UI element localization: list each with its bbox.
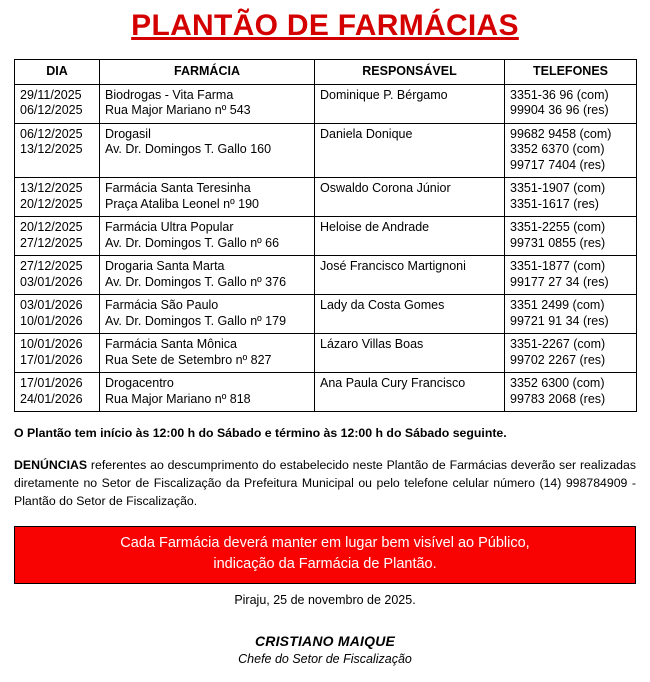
cell-dia: 10/01/2026 17/01/2026 [15,334,100,373]
cell-telefones: 99682 9458 (com) 3352 6370 (com) 99717 7404 (res) [505,123,637,178]
column-header-responsavel: RESPONSÁVEL [315,60,505,85]
table-row [15,123,637,178]
cell-dia: 17/01/2026 24/01/2026 [15,373,100,412]
cell-dia: 29/11/2025 06/12/2025 [15,84,100,123]
cell-dia: 03/01/2026 10/01/2026 [15,295,100,334]
column-header-farmacia: FARMÁCIA [100,60,315,85]
cell-telefones: 3351-2267 (com) 99702 2267 (res) [505,334,637,373]
column-header-telefones: TELEFONES [505,60,637,85]
cell-telefones: 3351-36 96 (com) 99904 36 96 (res) [505,84,637,123]
cell-farmacia: Farmácia Santa Mônica Rua Sete de Setembro nº 827 [100,334,315,373]
complaints-lead: DENÚNCIAS [14,458,88,472]
cell-dia: 20/12/2025 27/12/2025 [15,217,100,256]
table-row [15,334,637,373]
cell-responsavel: Oswaldo Corona Júnior [315,178,505,217]
table-header-row [15,60,637,85]
cell-dia: 13/12/2025 20/12/2025 [15,178,100,217]
pharmacy-schedule-table [14,59,637,412]
table-row [15,373,637,412]
table-row [15,256,637,295]
cell-responsavel: Lázaro Villas Boas [315,334,505,373]
signature-name: CRISTIANO MAIQUE [254,633,396,649]
cell-responsavel: Lady da Costa Gomes [315,295,505,334]
cell-dia: 06/12/2025 13/12/2025 [15,123,100,178]
complaints-paragraph [14,456,636,510]
visibility-banner [14,526,636,584]
shift-hours-note: O Plantão tem início às 12:00 h do Sábado e término às 12:00 h do Sábado seguinte. [14,426,507,440]
cell-telefones: 3351-1907 (com) 3351-1617 (res) [505,178,637,217]
cell-telefones: 3351-1877 (com) 99177 27 34 (res) [505,256,637,295]
column-header-dia: DIA [15,60,100,85]
cell-responsavel: Daniela Donique [315,123,505,178]
banner-line-1: Cada Farmácia deverá manter em lugar bem visível ao Público, [120,535,530,551]
cell-responsavel: Dominique P. Bérgamo [315,84,505,123]
page-title: PLANTÃO DE FARMÁCIAS [131,9,519,42]
cell-farmacia: Drogacentro Rua Major Mariano nº 818 [100,373,315,412]
cell-responsavel: José Francisco Martignoni [315,256,505,295]
cell-telefones: 3351 2499 (com) 99721 91 34 (res) [505,295,637,334]
banner-line-2: indicação da Farmácia de Plantão. [213,556,437,572]
cell-farmacia: Biodrogas - Vita Farma Rua Major Mariano nº 543 [100,84,315,123]
cell-farmacia: Drogasil Av. Dr. Domingos T. Gallo 160 [100,123,315,178]
cell-farmacia: Farmácia Santa Teresinha Praça Ataliba Leonel nº 190 [100,178,315,217]
signature-role: Chefe do Setor de Fiscalização [238,652,412,666]
cell-responsavel: Heloise de Andrade [315,217,505,256]
document-page [0,9,650,682]
cell-telefones: 3351-2255 (com) 99731 0855 (res) [505,217,637,256]
cell-farmacia: Drogaria Santa Marta Av. Dr. Domingos T. Gallo nº 376 [100,256,315,295]
table-row [15,84,637,123]
table-row [15,295,637,334]
complaints-text: referentes ao descumprimento do estabelecido neste Plantão de Farmácias deverão ser realizadas diretamente no Setor de Fiscalização da Prefeitura Municipal ou pelo telefone celular número (14) 998784909 - Plantão do Setor de Fiscalização. [14,458,636,508]
cell-responsavel: Ana Paula Cury Francisco [315,373,505,412]
cell-farmacia: Farmácia São Paulo Av. Dr. Domingos T. Gallo nº 179 [100,295,315,334]
signature-block [14,633,636,666]
table-row [15,217,637,256]
table-row [15,178,637,217]
place-and-date: Piraju, 25 de novembro de 2025. [234,593,416,607]
cell-dia: 27/12/2025 03/01/2026 [15,256,100,295]
cell-telefones: 3352 6300 (com) 99783 2068 (res) [505,373,637,412]
cell-farmacia: Farmácia Ultra Popular Av. Dr. Domingos T. Gallo nº 66 [100,217,315,256]
